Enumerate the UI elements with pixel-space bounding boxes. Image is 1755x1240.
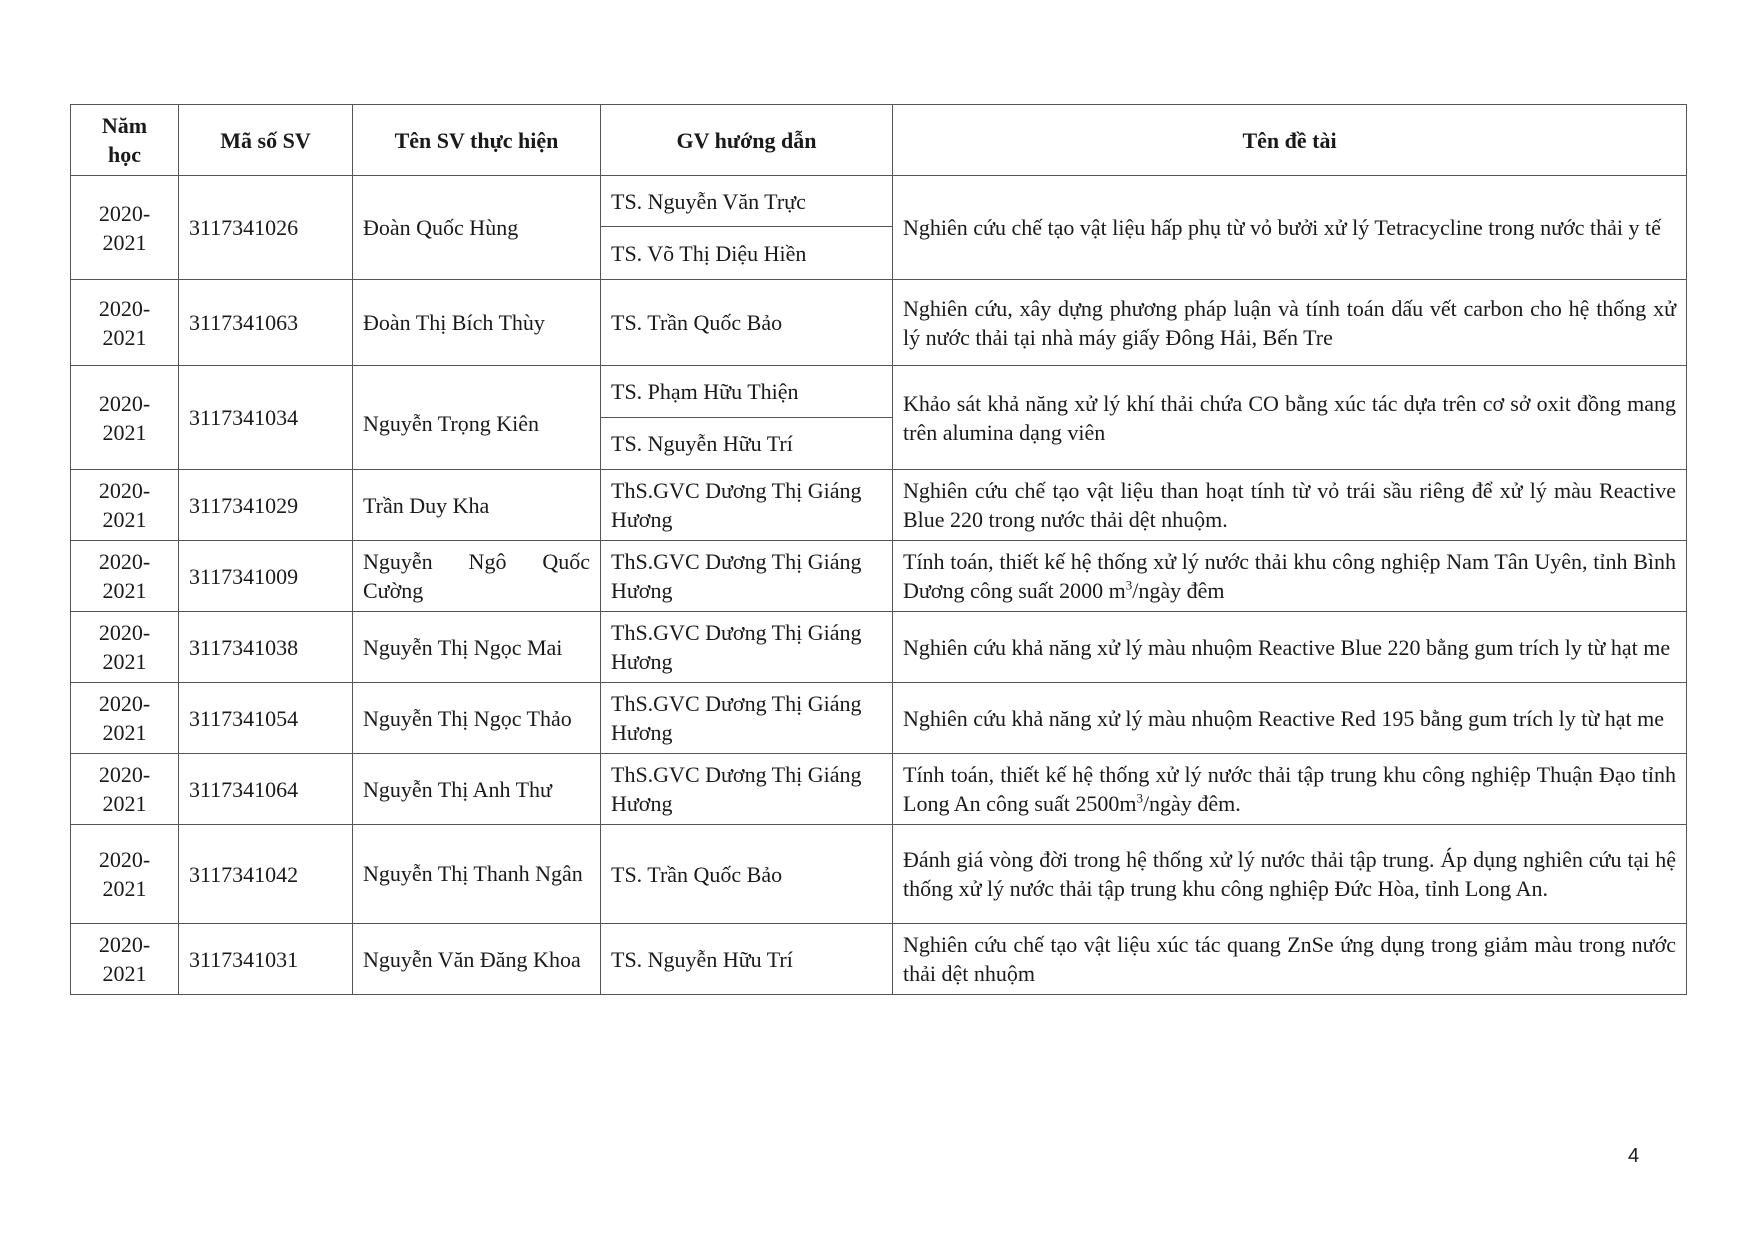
superscript: 3	[1125, 577, 1133, 593]
advisor-cell: TS. Phạm Hữu Thiện	[601, 366, 893, 418]
year-cell: 2020-2021	[71, 470, 179, 541]
advisor-cell: TS. Võ Thị Diệu Hiền	[601, 227, 893, 280]
student-id-cell: 3117341026	[179, 176, 353, 280]
student-id-cell: 3117341031	[179, 924, 353, 995]
year-cell: 2020-2021	[71, 366, 179, 470]
student-name-cell: Nguyễn Ngô Quốc Cường	[353, 541, 601, 612]
table-row	[71, 366, 1687, 418]
year-cell: 2020-2021	[71, 541, 179, 612]
student-id-cell: 3117341064	[179, 754, 353, 825]
topic-cell: Nghiên cứu chế tạo vật liệu xúc tác quang ZnSe ứng dụng trong giảm màu trong nước thải dệt nhuộm	[893, 924, 1687, 995]
table-row	[71, 754, 1687, 825]
student-id-cell: 3117341063	[179, 280, 353, 366]
student-id-cell: 3117341054	[179, 683, 353, 754]
topic-cell: Nghiên cứu chế tạo vật liệu hấp phụ từ vỏ bưởi xử lý Tetracycline trong nước thải y tế	[893, 176, 1687, 280]
table-row	[71, 924, 1687, 995]
advisor-cell: ThS.GVC Dương Thị Giáng Hương	[601, 541, 893, 612]
header-student-id: Mã số SV	[179, 105, 353, 176]
table-row	[71, 541, 1687, 612]
student-name-cell: Nguyễn Thị Anh Thư	[353, 754, 601, 825]
student-name-cell: Nguyễn Trọng Kiên	[353, 366, 601, 470]
header-topic: Tên đề tài	[893, 105, 1687, 176]
topic-text-tail: /ngày đêm.	[1142, 791, 1241, 816]
advisor-cell: ThS.GVC Dương Thị Giáng Hương	[601, 470, 893, 541]
year-cell: 2020-2021	[71, 924, 179, 995]
student-name-cell: Nguyễn Thị Ngọc Mai	[353, 612, 601, 683]
year-cell: 2020-2021	[71, 176, 179, 280]
topic-cell: Khảo sát khả năng xử lý khí thải chứa CO bằng xúc tác dựa trên cơ sở oxit đồng mang trên alumina dạng viên	[893, 366, 1687, 470]
advisor-cell: TS. Nguyễn Hữu Trí	[601, 924, 893, 995]
advisor-cell: TS. Nguyễn Hữu Trí	[601, 418, 893, 470]
table-row	[71, 470, 1687, 541]
student-name-cell: Trần Duy Kha	[353, 470, 601, 541]
topic-cell: Nghiên cứu khả năng xử lý màu nhuộm Reactive Blue 220 bằng gum trích ly từ hạt me	[893, 612, 1687, 683]
superscript: 3	[1136, 790, 1143, 806]
advisor-cell: TS. Trần Quốc Bảo	[601, 280, 893, 366]
topic-text: Tính toán, thiết kế hệ thống xử lý nước thải tập trung khu công nghiệp Thuận Đạo tỉnh Long An công suất 2500m	[903, 762, 1676, 816]
table-row	[71, 683, 1687, 754]
advisor-cell: ThS.GVC Dương Thị Giáng Hương	[601, 754, 893, 825]
student-name-cell: Đoàn Quốc Hùng	[353, 176, 601, 280]
topic-cell	[893, 754, 1687, 825]
student-id-cell: 3117341009	[179, 541, 353, 612]
topic-cell: Nghiên cứu, xây dựng phương pháp luận và tính toán dấu vết carbon cho hệ thống xử lý nước thải tại nhà máy giấy Đông Hải, Bến Tre	[893, 280, 1687, 366]
table-row	[71, 612, 1687, 683]
year-cell: 2020-2021	[71, 825, 179, 924]
header-year: Năm học	[71, 105, 179, 176]
year-cell: 2020-2021	[71, 683, 179, 754]
student-id-cell: 3117341042	[179, 825, 353, 924]
table-row	[71, 280, 1687, 366]
thesis-table	[70, 104, 1687, 995]
student-name-cell: Đoàn Thị Bích Thùy	[353, 280, 601, 366]
topic-text-tail: /ngày đêm	[1132, 578, 1225, 603]
page-number: 4	[1628, 1145, 1640, 1167]
student-name-cell: Nguyễn Thị Thanh Ngân	[353, 825, 601, 924]
advisor-cell: ThS.GVC Dương Thị Giáng Hương	[601, 612, 893, 683]
topic-cell	[893, 541, 1687, 612]
header-student-name: Tên SV thực hiện	[353, 105, 601, 176]
topic-cell: Đánh giá vòng đời trong hệ thống xử lý nước thải tập trung. Áp dụng nghiên cứu tại hệ thống xử lý nước thải tập trung khu công nghiệp Đức Hòa, tỉnh Long An.	[893, 825, 1687, 924]
header-advisor: GV hướng dẫn	[601, 105, 893, 176]
student-name-cell: Nguyễn Thị Ngọc Thảo	[353, 683, 601, 754]
table-row	[71, 176, 1687, 227]
student-name-cell: Nguyễn Văn Đăng Khoa	[353, 924, 601, 995]
topic-cell: Nghiên cứu khả năng xử lý màu nhuộm Reactive Red 195 bằng gum trích ly từ hạt me	[893, 683, 1687, 754]
advisor-cell: TS. Trần Quốc Bảo	[601, 825, 893, 924]
topic-cell: Nghiên cứu chế tạo vật liệu than hoạt tính từ vỏ trái sầu riêng để xử lý màu Reactive Blue 220 trong nước thải dệt nhuộm.	[893, 470, 1687, 541]
advisor-cell: ThS.GVC Dương Thị Giáng Hương	[601, 683, 893, 754]
year-cell: 2020-2021	[71, 612, 179, 683]
year-cell: 2020-2021	[71, 754, 179, 825]
student-id-cell: 3117341029	[179, 470, 353, 541]
student-id-cell: 3117341034	[179, 366, 353, 470]
table-row	[71, 825, 1687, 924]
table-header-row	[71, 105, 1687, 176]
topic-text: Tính toán, thiết kế hệ thống xử lý nước thải khu công nghiệp Nam Tân Uyên, tỉnh Bình Dương công suất 2000 m	[903, 549, 1676, 603]
advisor-cell: TS. Nguyễn Văn Trực	[601, 176, 893, 227]
student-id-cell: 3117341038	[179, 612, 353, 683]
year-cell: 2020-2021	[71, 280, 179, 366]
